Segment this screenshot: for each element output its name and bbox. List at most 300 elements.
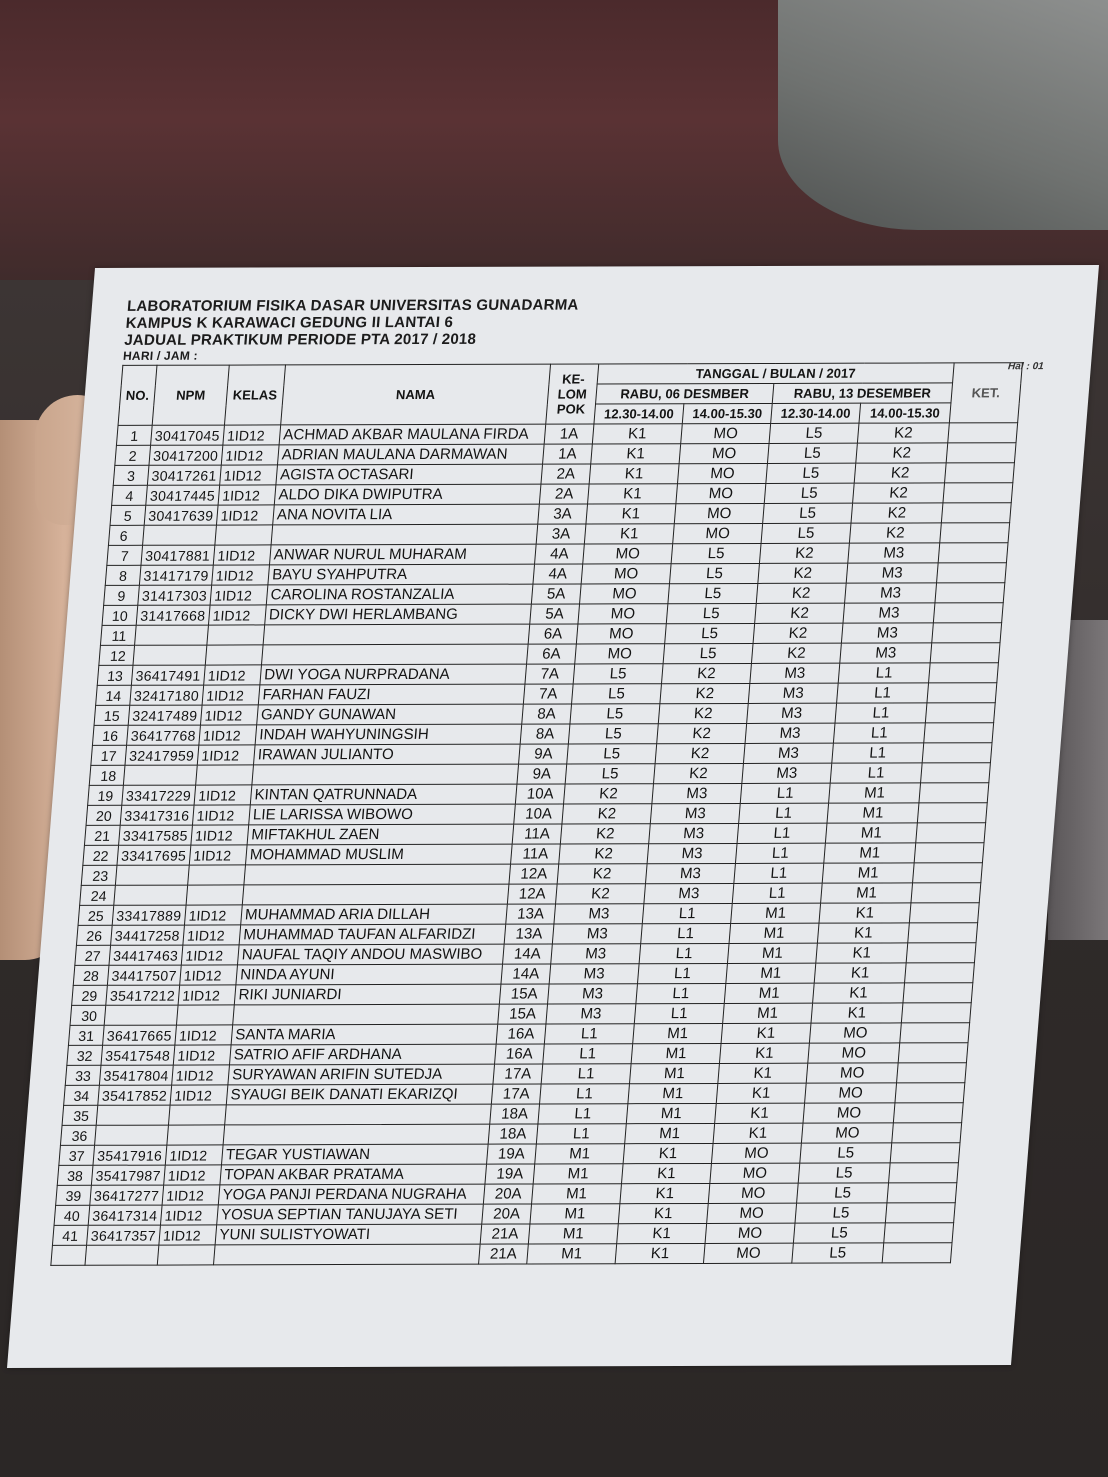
cell-slot-2: MO [679,443,769,463]
cell-kelas: 1ID12 [178,985,236,1005]
cell-npm: 32417959 [125,745,199,765]
table-row [62,1103,963,1126]
cell-slot-3: K2 [756,583,846,603]
cell-kelas: 1ID12 [212,565,270,585]
cell-ket [924,723,994,743]
cell-ket [941,503,1011,523]
cell-slot-3: L5 [763,503,853,523]
cell-no: 1 [116,425,152,445]
cell-slot-3: K1 [716,1083,806,1103]
cell-nama: BAYU SYAHPUTRA [268,564,535,585]
cell-no: 40 [54,1205,90,1225]
cell-slot-1: M3 [548,984,638,1004]
cell-kelas: 1ID12 [181,945,239,965]
cell-npm: 32417489 [128,705,202,725]
cell-npm: 35417212 [106,985,180,1005]
cell-slot-1: L5 [565,764,655,784]
cell-ket [913,863,983,883]
cell-kelas: 1ID12 [175,1025,233,1045]
cell-slot-2: MO [676,483,766,503]
cell-npm: 31417668 [136,605,210,625]
cell-slot-1: K2 [560,824,650,844]
cell-ket [882,1243,952,1263]
cell-slot-4: K1 [819,903,911,923]
col-kelompok-part1: KE- [561,371,586,387]
cell-slot-2: L5 [666,603,756,623]
cell-no: 30 [70,1005,106,1025]
cell-slot-3: M3 [745,723,835,743]
cell-slot-3: MO [703,1243,793,1263]
cell-ket [940,523,1010,543]
table-row [59,1143,960,1166]
cell-kelompok: 8A [522,704,572,724]
cell-nama: RIKI JUNIARDI [234,984,501,1005]
table-row [84,823,985,846]
table-row [96,683,997,706]
cell-slot-1: K1 [586,504,676,524]
table-row [70,1003,971,1026]
cell-ket [903,983,973,1003]
cell-npm: 34417258 [111,925,185,945]
cell-slot-4: K2 [849,523,941,543]
cell-no: 37 [59,1145,95,1165]
cell-kelas: 1ID12 [159,1225,217,1245]
cell-kelas: 1ID12 [172,1065,230,1085]
cell-slot-1: M1 [530,1204,620,1224]
sheet-content [50,295,1061,1266]
cell-slot-1: L1 [540,1084,630,1104]
cell-kelas: 1ID12 [221,445,279,465]
cell-ket [887,1183,957,1203]
cell-slot-1: K2 [564,784,654,804]
cell-nama: MUHAMMAD ARIA DILLAH [241,904,508,925]
cell-kelompok: 9A [519,744,569,764]
cell-slot-2: M3 [649,823,739,843]
cell-no: 9 [104,585,140,605]
cell-kelas: 1ID12 [197,745,255,765]
cell-kelas: 1ID12 [184,905,242,925]
cell-kelompok: 20A [483,1184,533,1204]
cell-nama: ACHMAD AKBAR MAULANA FIRDA [279,424,546,445]
cell-slot-2: MO [681,423,771,443]
cell-kelompok: 11A [511,844,561,864]
col-day-1: RABU, 06 DESMBER [596,383,774,404]
cell-slot-2: L1 [642,903,732,923]
cell-npm [123,765,197,785]
table-row [73,963,974,986]
table-row [52,1223,953,1246]
cell-kelompok: 1A [543,444,593,464]
cell-kelas: 1ID12 [194,785,252,805]
cell-nama: SANTA MARIA [231,1024,498,1045]
cell-no: 17 [91,745,127,765]
cell-nama: DICKY DWI HERLAMBANG [265,604,532,625]
col-tanggal: TANGGAL / BULAN / 2017 [597,363,954,384]
cell-nama: MUHAMMAD TAUFAN ALFARIDZI [239,924,506,945]
cell-slot-3: L1 [740,783,830,803]
table-row [107,543,1008,566]
cell-slot-1: MO [575,644,665,664]
cell-npm: 30417881 [141,545,215,565]
table-row [60,1123,961,1146]
cell-kelompok: 10A [515,784,565,804]
cell-slot-1: L1 [536,1124,626,1144]
cell-slot-3: L1 [737,823,827,843]
cell-slot-1: K2 [562,804,652,824]
header-campus: KAMPUS K KARAWACI GEDUNG II LANTAI 6 [125,313,454,332]
cell-kelas: 1ID12 [165,1145,223,1165]
cell-no: 15 [94,705,130,725]
cell-slot-2: L1 [637,963,727,983]
cell-no: 7 [107,545,143,565]
cell-slot-3: K1 [719,1043,809,1063]
cell-slot-1: M1 [532,1184,622,1204]
cell-kelas: 1ID12 [192,805,250,825]
cell-no: 38 [57,1165,93,1185]
cell-slot-4: L1 [832,743,924,763]
cell-slot-3: L5 [761,523,851,543]
cell-npm: 30417445 [146,485,220,505]
cell-npm: 33417585 [119,825,193,845]
cell-no: 20 [86,805,122,825]
cell-ket [908,923,978,943]
cell-kelompok: 4A [533,564,583,584]
cell-slot-1: MO [583,544,673,564]
cell-no: 27 [75,945,111,965]
cell-npm: 31417179 [139,565,213,585]
cell-slot-4: K2 [851,503,943,523]
cell-npm: 31417303 [138,585,212,605]
cell-nama: ALDO DIKA DWIPUTRA [274,484,541,505]
cell-kelompok: 18A [490,1104,540,1124]
cell-slot-2: K1 [623,1143,713,1163]
cell-kelas: 1ID12 [170,1085,228,1105]
cell-slot-1: M1 [528,1224,618,1244]
cell-kelas: 1ID12 [162,1185,220,1205]
cell-kelas: 1ID12 [180,965,238,985]
cell-npm: 30417200 [149,445,223,465]
cell-slot-1: K1 [591,444,681,464]
cell-npm: 34417507 [107,965,181,985]
cell-slot-2: L1 [634,1003,724,1023]
cell-slot-1: L1 [538,1104,628,1124]
cell-slot-4: M1 [827,803,919,823]
cell-slot-1: L1 [543,1044,633,1064]
cell-slot-3: MO [711,1143,801,1163]
cell-kelompok: 19A [487,1144,537,1164]
cell-kelas: 1ID12 [223,425,281,445]
cell-kelompok: 16A [495,1044,545,1064]
schedule-table [50,362,1023,1266]
table-row [51,1243,952,1266]
cell-slot-2: MO [674,503,764,523]
col-time-3: 12.30-14.00 [771,403,861,423]
cell-ket [909,903,979,923]
cell-nama [213,1244,480,1265]
cell-kelompok: 5A [531,584,581,604]
cell-slot-2: L5 [668,583,758,603]
table-row [100,623,1001,646]
cell-slot-1: M3 [552,924,642,944]
cell-ket [921,763,991,783]
table-row [91,743,992,766]
cell-slot-4: MO [808,1043,900,1063]
cell-nama [225,1104,492,1125]
page-number: Hal : 01 [1007,361,1045,373]
cell-slot-2: K2 [653,763,743,783]
cell-slot-1: M3 [546,1004,636,1024]
table-row [64,1083,965,1106]
cell-slot-3: M1 [724,983,814,1003]
cell-no: 21 [84,825,120,845]
cell-slot-3: L5 [764,483,854,503]
cell-slot-2: K2 [655,743,745,763]
cell-no: 5 [110,505,146,525]
cell-kelas: 1ID12 [213,545,271,565]
cell-ket [889,1163,959,1183]
cell-slot-2: M1 [629,1063,719,1083]
col-kelompok [546,364,599,424]
cell-slot-3: M3 [743,743,833,763]
cell-slot-3: M1 [726,963,816,983]
cell-ket [911,883,981,903]
cell-kelas: 1ID12 [164,1165,222,1185]
cell-slot-3: K2 [753,623,843,643]
cell-nama: ADRIAN MAULANA DARMAWAN [277,444,544,465]
cell-npm: 36417314 [88,1205,162,1225]
cell-slot-2: M3 [650,803,740,823]
cell-kelompok: 16A [496,1024,546,1044]
cell-slot-3: MO [707,1203,797,1223]
table-row [76,923,977,946]
cell-slot-4: L1 [835,703,927,723]
cell-slot-3: K1 [721,1023,811,1043]
table-row [83,843,984,866]
cell-kelas: 1ID12 [204,665,262,685]
col-time-1: 12.30-14.00 [594,404,684,424]
cell-kelas [205,645,263,665]
cell-slot-2: L5 [669,563,759,583]
cell-slot-4: L5 [793,1223,885,1243]
cell-nama: ANWAR NURUL MUHARAM [269,544,536,565]
cell-npm: 30417261 [147,465,221,485]
cell-kelompok: 3A [538,504,588,524]
cell-slot-3: MO [708,1183,798,1203]
cell-ket [933,603,1003,623]
cell-slot-2: L1 [641,923,731,943]
cell-kelompok: 18A [488,1124,538,1144]
cell-slot-1: MO [578,604,668,624]
cell-ket [930,643,1000,663]
cell-slot-4: M3 [846,563,938,583]
cell-slot-2: L5 [671,543,761,563]
table-row [56,1183,957,1206]
cell-npm: 30417045 [151,425,225,445]
cell-slot-1: M3 [551,944,641,964]
cell-ket [932,623,1002,643]
cell-slot-2: M1 [633,1023,723,1043]
cell-slot-1: K2 [559,844,649,864]
cell-slot-1: M3 [554,904,644,924]
cell-slot-4: L5 [795,1203,887,1223]
cell-npm: 34417463 [109,945,183,965]
cell-slot-4: L5 [792,1243,884,1263]
cell-slot-2: M1 [626,1103,716,1123]
cell-slot-4: K1 [813,983,905,1003]
cell-ket [914,843,984,863]
cell-no: 28 [73,965,109,985]
cell-slot-3: L5 [769,423,859,443]
header-institution: LABORATORIUM FISIKA DASAR UNIVERSITAS GUNADARMA [126,296,580,315]
col-ket: KET. [949,363,1022,423]
cell-kelompok: 13A [506,904,556,924]
cell-slot-4: M1 [824,843,916,863]
cell-ket [884,1223,954,1243]
cell-slot-3: L5 [767,443,857,463]
cell-kelas: 1ID12 [173,1045,231,1065]
cell-slot-2: M1 [628,1083,718,1103]
cell-slot-2: M1 [631,1043,721,1063]
cell-slot-3: K2 [755,603,845,623]
cell-slot-4: L1 [838,663,930,683]
cell-slot-2: L5 [665,623,755,643]
cell-nama: NAUFAL TAQIY ANDOU MASWIBO [237,944,504,965]
cell-slot-2: K2 [658,703,748,723]
table-row [75,943,976,966]
cell-ket [898,1043,968,1063]
cell-slot-4: K1 [811,1003,903,1023]
cell-slot-4: M3 [843,603,935,623]
cell-nama [242,884,509,905]
cell-slot-3: M3 [750,663,840,683]
cell-kelompok: 9A [517,764,567,784]
table-row [116,423,1017,446]
cell-slot-3: K1 [713,1123,803,1143]
table-row [81,863,982,886]
table-row [115,443,1016,466]
cell-ket [917,803,987,823]
cell-nama: YOSUA SEPTIAN TANUJAYA SETI [217,1204,484,1225]
cell-slot-4: K1 [817,923,909,943]
cell-ket [929,663,999,683]
cell-kelompok: 12A [509,864,559,884]
col-day-2: RABU, 13 DESEMBER [772,383,952,404]
cell-kelompok: 7A [525,664,575,684]
cell-npm: 35417852 [98,1085,172,1105]
cell-slot-4: M3 [841,623,933,643]
cell-slot-4: M3 [845,583,937,603]
cell-slot-3: MO [710,1163,800,1183]
cell-nama: CAROLINA ROSTANZALIA [266,584,533,605]
cell-nama [261,644,528,665]
cell-slot-4: L5 [800,1143,892,1163]
cell-slot-4: K2 [853,483,945,503]
cell-slot-2: K2 [661,663,751,683]
cell-kelas: 1ID12 [218,485,276,505]
cell-kelas [176,1005,234,1025]
cell-kelas [207,625,265,645]
cell-kelompok: 4A [535,544,585,564]
cell-nama: GANDY GUNAWAN [257,704,524,725]
cell-slot-2: K2 [660,683,750,703]
cell-nama: SURYAWAN ARIFIN SUTEDJA [228,1064,495,1085]
cell-ket [935,583,1005,603]
cell-slot-4: M1 [821,883,913,903]
cell-slot-3: M3 [747,703,837,723]
cell-kelompok: 21A [480,1224,530,1244]
cell-no: 6 [108,525,144,545]
cell-slot-2: MO [677,463,767,483]
cell-slot-4: L1 [837,683,929,703]
cell-slot-3: MO [705,1223,795,1243]
cell-slot-3: M1 [723,1003,813,1023]
cell-kelas [188,865,246,885]
cell-npm [143,525,217,545]
cell-slot-1: K2 [557,864,647,884]
cell-nama: SYAUGI BEIK DANATI EKARIZQI [226,1084,493,1105]
cell-nama: DWI YOGA NURPRADANA [260,664,527,685]
cell-slot-3: M1 [731,903,821,923]
cell-kelas: 1ID12 [189,845,247,865]
cell-slot-4: L5 [798,1163,890,1183]
table-row [112,483,1013,506]
cell-nama: AGISTA OCTASARI [276,464,543,485]
cell-npm: 36417357 [87,1225,161,1245]
cell-nama: IRAWAN JULIANTO [253,744,520,765]
col-time-2: 14.00-15.30 [682,403,772,423]
cell-slot-4: K2 [854,463,946,483]
cell-slot-3: M1 [729,923,819,943]
cell-slot-4: MO [805,1083,897,1103]
cell-slot-4: L5 [797,1183,889,1203]
cell-kelompok: 10A [514,804,564,824]
table-row [54,1203,955,1226]
cell-nama [263,624,530,645]
cell-slot-4: M3 [840,643,932,663]
cell-slot-1: K1 [588,484,678,504]
cell-slot-3: L1 [735,843,825,863]
cell-kelompok: 8A [520,724,570,744]
cell-slot-1: M1 [535,1144,625,1164]
cell-kelompok: 19A [485,1164,535,1184]
cell-slot-4: L1 [833,723,925,743]
cell-kelompok: 6A [528,624,578,644]
cell-kelompok: 11A [512,824,562,844]
cell-kelas: 1ID12 [220,465,278,485]
cell-slot-4: MO [803,1103,895,1123]
cell-no: 3 [113,465,149,485]
cell-kelas: 1ID12 [216,505,274,525]
cell-kelas [157,1245,215,1265]
cell-npm [115,865,189,885]
cell-slot-2: K1 [615,1243,705,1263]
cell-ket [937,563,1007,583]
cell-kelompok: 21A [479,1244,529,1264]
cell-slot-1: M3 [549,964,639,984]
cell-kelompok: 20A [482,1204,532,1224]
cell-slot-3: K1 [718,1063,808,1083]
cell-slot-1: L5 [572,684,662,704]
cell-no: 41 [52,1225,88,1245]
cell-slot-4: MO [806,1063,898,1083]
cell-kelompok: 2A [539,484,589,504]
table-row [78,903,979,926]
cell-no: 23 [81,865,117,885]
cell-slot-4: K1 [814,963,906,983]
cell-no: 16 [92,725,128,745]
cell-ket [906,943,976,963]
cell-slot-3: M1 [727,943,817,963]
